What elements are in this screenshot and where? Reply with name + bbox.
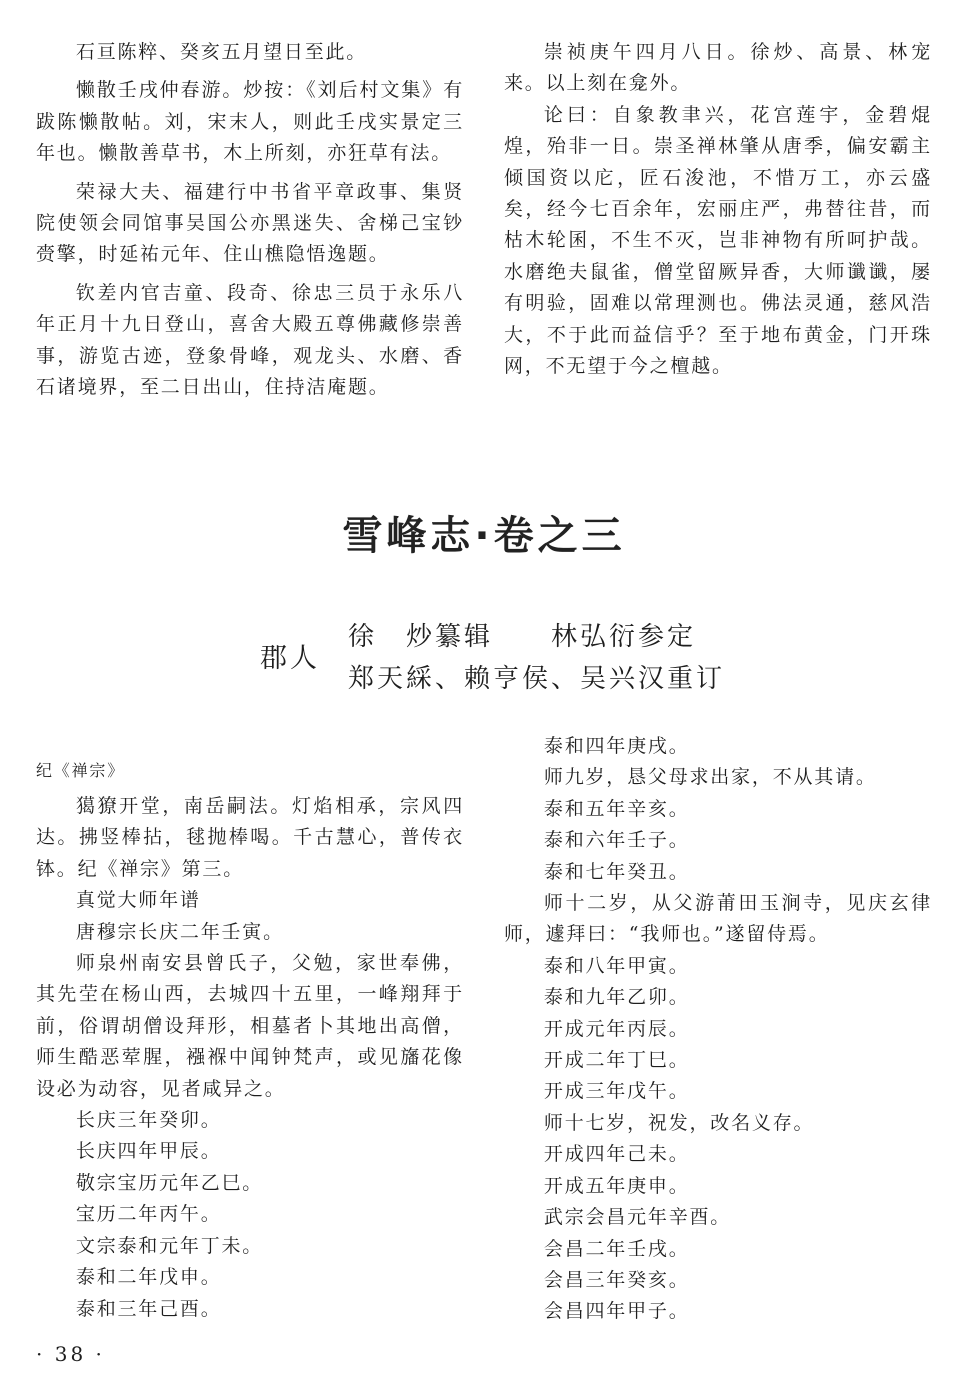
list-item: 会昌四年甲子。 xyxy=(543,1300,690,1323)
list-item: 开成四年己未。 xyxy=(543,1143,690,1166)
list-item: 开成五年庚申。 xyxy=(543,1174,690,1197)
list-item: 敬宗宝历元年乙巳。 xyxy=(75,1171,264,1194)
subheading: 真觉大师年谱 xyxy=(75,889,201,912)
page-number: · 38 · xyxy=(36,1342,105,1366)
list-item: 开成二年丁巳。 xyxy=(543,1049,690,1072)
paragraph: 崇祯庚午四月八日。徐炒、高景、林宠来。以上刻在龛外。 xyxy=(504,41,932,95)
list-item: 师九岁，恳父母求出家，不从其请。 xyxy=(543,766,877,789)
credits-block xyxy=(0,612,968,692)
paragraph: 荣禄大夫、福建行中书省平章政事、集贤院使领会同馆事吴国公亦黑迷失、舍梯己宝钞赍擎，时延祐元年、住山樵隐悟逸题。 xyxy=(36,180,464,266)
credits-prefix: 郡人 xyxy=(260,643,320,674)
column-bottom-left xyxy=(36,761,464,1325)
list-item: 泰和六年壬子。 xyxy=(543,829,690,852)
list-item: 会昌二年壬戌。 xyxy=(543,1237,690,1260)
list-item: 泰和七年癸丑。 xyxy=(543,860,690,883)
paragraph: 论曰：自象教聿兴，花宫莲宇，金碧焜煌，殆非一日。崇圣禅林肇从唐季，偏安霸主倾国资以庀，匠石浚池，不惜万工，亦云盛矣，经今七百余年，宏丽庄严，弗替往昔，而枯木轮囷，不生不灭，岂非神物有所呵护哉。水磨绝夫鼠雀，僧堂留厥异香，大师谶谶，屡有明验，固难以常理测也。佛法灵通，慈风浩大，不于此而益信乎？至于地布黄金，门开珠网，不无望于今之檀越。 xyxy=(504,103,932,378)
list-item: 开成三年戊午。 xyxy=(543,1080,690,1103)
column-top-right xyxy=(504,37,932,382)
list-item: 泰和五年辛亥。 xyxy=(543,797,690,820)
credits-line-1: 徐 炒纂辑 林弘衍参定 xyxy=(348,622,697,652)
list-item: 长庆四年甲辰。 xyxy=(75,1140,222,1163)
list-item: 泰和八年甲寅。 xyxy=(543,954,690,977)
list-item: 长庆三年癸卯。 xyxy=(75,1109,222,1132)
list-item: 会昌三年癸亥。 xyxy=(543,1268,690,1291)
paragraph: 钦差内官吉童、段奇、徐忠三员于永乐八年正月十九日登山，喜舍大殿五尊佛藏修崇善事，游览古迹，登象骨峰，观龙头、水磨、香石诸境界，至二日出山，住持洁庵题。 xyxy=(36,281,464,399)
column-bottom-right xyxy=(504,731,932,1328)
paragraph: 师泉州南安县曾氏子，父勉，家世奉佛，其先茔在杨山西，去城四十五里，一峰翔拜于前，俗谓胡僧设拜形，相墓者卜其地出高僧，师生酷恶荤腥，襁褓中闻钟梵声，或见旛花像设必为动容，见者咸异之。 xyxy=(36,952,464,1100)
list-item: 泰和九年乙卯。 xyxy=(543,986,690,1009)
paragraph: 獦獠开堂，南岳嗣法。灯焰相承，宗风四达。拂竖棒拈，毬抛棒喝。千古慧心，普传衣钵。纪《禅宗》第三。 xyxy=(36,795,464,880)
list-item: 宝历二年丙午。 xyxy=(75,1203,222,1226)
list-item: 师十七岁，祝发，改名义存。 xyxy=(543,1111,815,1134)
list-item: 武宗会昌元年辛酉。 xyxy=(543,1206,732,1229)
list-item: 泰和三年己酉。 xyxy=(75,1297,222,1320)
section-heading: 纪《禅宗》 xyxy=(36,761,126,780)
volume-title: 雪峰志·卷之三 xyxy=(342,513,626,559)
list-item: 师十二岁，从父游莆田玉涧寺，见庆玄律师，遽拜曰：“我师也。”遂留侍焉。 xyxy=(504,892,932,946)
list-item: 泰和四年庚戌。 xyxy=(543,735,690,757)
credits-line-2: 郑天綵、赖亨侯、吴兴汉重订 xyxy=(348,664,726,694)
paragraph: 懒散壬戌仲春游。炒按：《刘后村文集》有跋陈懒散帖。刘，宋末人，则此壬戌实景定三年也。懒散善草书，木上所刻，亦狂草有法。 xyxy=(36,79,464,165)
list-item: 泰和二年戊申。 xyxy=(75,1266,222,1289)
list-item: 文宗泰和元年丁未。 xyxy=(75,1234,264,1257)
list-item: 开成元年丙辰。 xyxy=(543,1017,690,1040)
list-item: 唐穆宗长庆二年壬寅。 xyxy=(75,920,284,943)
column-top-left xyxy=(36,37,464,403)
paragraph: 石亘陈粹、癸亥五月望日至此。 xyxy=(75,41,368,63)
